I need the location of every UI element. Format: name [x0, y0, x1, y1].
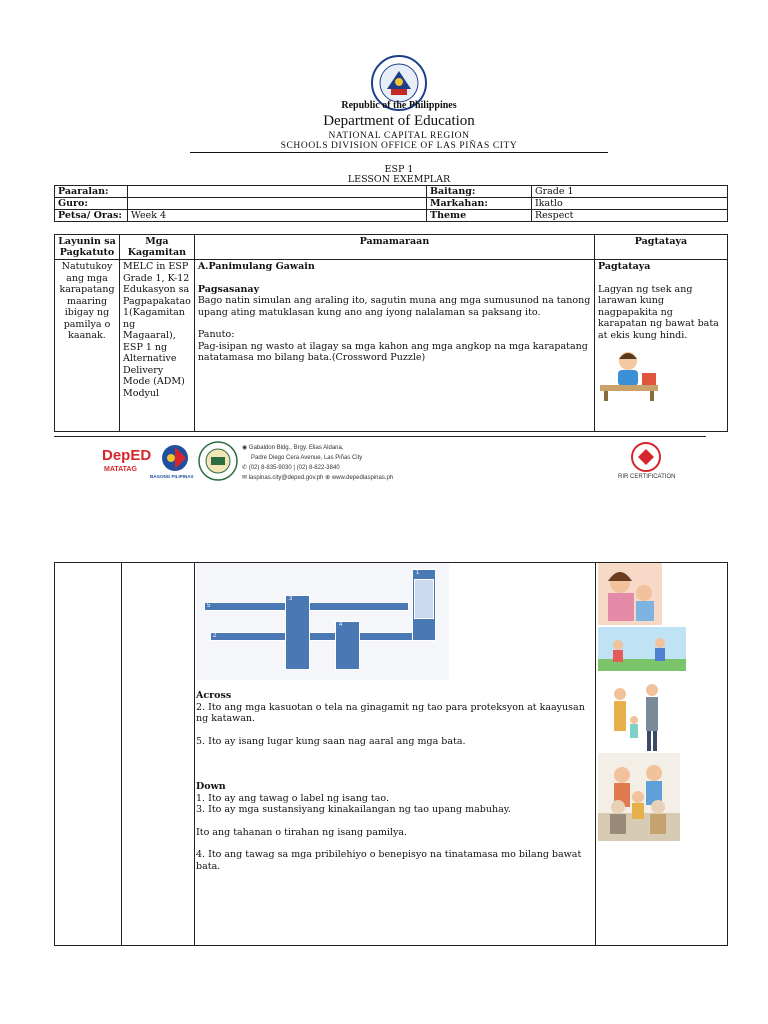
clue-number-5: 5 — [207, 603, 211, 609]
col-divider-1 — [121, 563, 122, 945]
doc-type-title: LESSON EXEMPLAR — [347, 174, 451, 185]
paaralan-label: Paaralan: — [55, 186, 128, 198]
bagong-pilipinas-text: BAGONG PILIPINAS — [150, 474, 194, 479]
header-layunin: Layunin sa Pagkatuto — [55, 235, 120, 260]
address-block — [242, 443, 393, 483]
footer-rule — [54, 436, 706, 437]
theme-label: Theme — [427, 210, 532, 222]
col-divider-2 — [194, 563, 195, 945]
region-line: NATIONAL CAPITAL REGION — [328, 131, 470, 141]
baitang-value: Grade 1 — [532, 186, 728, 198]
across-2-row — [210, 632, 436, 641]
kagamitan-cell: MELC in ESP Grade 1, K-12 Edukasyon sa Pagpapakatao 1(Kagamitan ng Magaaral), ESP 1 ng Alternative Delivery Mode (ADM) Modyul — [120, 260, 195, 432]
header-pamamaraan: Pamamaraan — [194, 235, 594, 260]
layunin-cell: Natutukoy ang mga karapatang maaring ibigay ng pamilya o kaanak. — [55, 260, 120, 432]
down-4-column — [335, 621, 360, 670]
header-kagamitan: Mga Kagamitan — [120, 235, 195, 260]
matatag-logo: MATATAG — [104, 466, 137, 473]
address-line-1: Gabaldon Bldg., Brgy. Elias Aldana, — [248, 445, 344, 451]
across-clue-2: 2. Ito ang mga kasuotan o tela na ginagamit ng tao para proteksyon at kaayusan ng katawan. — [196, 701, 585, 724]
pagsasanay-text: Bago natin simulan ang araling ito, sagutin muna ang mga sumusunod na tanong upang ating matuklasan kung ano ang iyong nalalaman sa paksang ito. — [197, 295, 591, 318]
crossword-puzzle — [196, 563, 449, 680]
subject-title: ESP 1 — [384, 164, 414, 175]
division-seal-logo — [198, 441, 238, 481]
markahan-value: Ikatlo — [532, 198, 728, 210]
mother-child-photo — [598, 563, 662, 625]
col-divider-3 — [595, 563, 596, 945]
pagtataya-text: Lagyan ng tsek ang larawan kung nagpapakita ng karapatan ng bawat bata at ekis kung hindi. — [598, 283, 719, 341]
department-title: Department of Education — [323, 113, 475, 129]
down-3-column — [285, 595, 310, 670]
panuto-label: Panuto: — [197, 329, 235, 340]
division-line: SCHOOLS DIVISION OFFICE OF LAS PIÑAS CITY — [280, 141, 518, 151]
petsa-label: Petsa/ Oras: — [55, 210, 128, 222]
down-title: Down — [196, 781, 226, 792]
down-clue-1: 1. Ito ay ang tawag o label ng isang tao. — [196, 792, 389, 804]
baitang-label: Baitang: — [427, 186, 532, 198]
paaralan-value — [128, 186, 427, 198]
header-rule — [190, 152, 608, 153]
info-table — [54, 185, 728, 222]
address-line-2: Padre Diego Cera Avenue, Las Piñas City — [251, 455, 363, 461]
bagong-pilipinas-logo — [158, 443, 192, 473]
section-title: A.Panimulang Gawain — [197, 261, 315, 272]
email-icon: ✉ — [242, 475, 249, 481]
home-clue: Ito ang tahanan o tirahan ng isang pamilya. — [196, 826, 407, 838]
clue-number-1: 1 — [416, 570, 420, 576]
pagtataya-cell — [595, 260, 728, 432]
guro-value — [128, 198, 427, 210]
pamamaraan-cell — [194, 260, 594, 432]
phone-icon: ✆ — [242, 465, 249, 471]
rir-certification-logo — [628, 441, 664, 473]
pagsasanay-title: Pagsasanay — [197, 283, 260, 295]
email-address: laspinas.city@deped.gov.ph — [248, 475, 324, 481]
pagtataya-title: Pagtataya — [598, 261, 651, 272]
down-1-highlight — [414, 579, 434, 619]
clue-number-3: 3 — [289, 596, 293, 602]
children-playing-photo — [598, 627, 686, 671]
phone-numbers: (02) 8-835-9030 | (02) 8-822-3840 — [248, 465, 340, 471]
big-family-photo — [598, 753, 680, 841]
clue-number-4: 4 — [339, 622, 343, 628]
student-reading-illustration — [598, 347, 662, 403]
down-clue-4: 4. Ito ang tawag sa mga pribilehiyo o benepisyo na tinatamasa mo bilang bawat bata. — [196, 849, 582, 872]
family-standing-photo — [606, 676, 668, 752]
panuto-text: Pag-isipan ng wasto at ilagay sa mga kahon ang mga angkop na mga karapatang natatamasa mo bilang bata.(Crossword Puzzle) — [197, 340, 588, 363]
header-pagtataya: Pagtataya — [595, 235, 728, 260]
across-title: Across — [196, 690, 232, 701]
theme-value: Respect — [532, 210, 728, 222]
location-icon: ◉ — [242, 445, 249, 451]
rir-certification-text: RIR CERTIFICATION — [618, 474, 676, 480]
deped-logo: DepED — [102, 447, 152, 464]
republic-line: Republic of the Philippines — [341, 100, 457, 111]
down-clue-3: 3. Ito ay mga sustansiyang kinakailangan ng tao upang mabuhay. — [196, 804, 511, 815]
globe-icon: ⊕ — [325, 475, 332, 481]
clue-number-2: 2 — [213, 633, 217, 639]
lesson-table — [54, 234, 728, 432]
website-address: www.depedlaspinas.ph — [331, 475, 394, 481]
guro-label: Guro: — [55, 198, 128, 210]
petsa-value: Week 4 — [128, 210, 427, 222]
markahan-label: Markahan: — [427, 198, 532, 210]
across-clue-5: 5. Ito ay isang lugar kung saan nag aaral ang mga bata. — [196, 735, 466, 747]
clues-block — [196, 690, 592, 872]
